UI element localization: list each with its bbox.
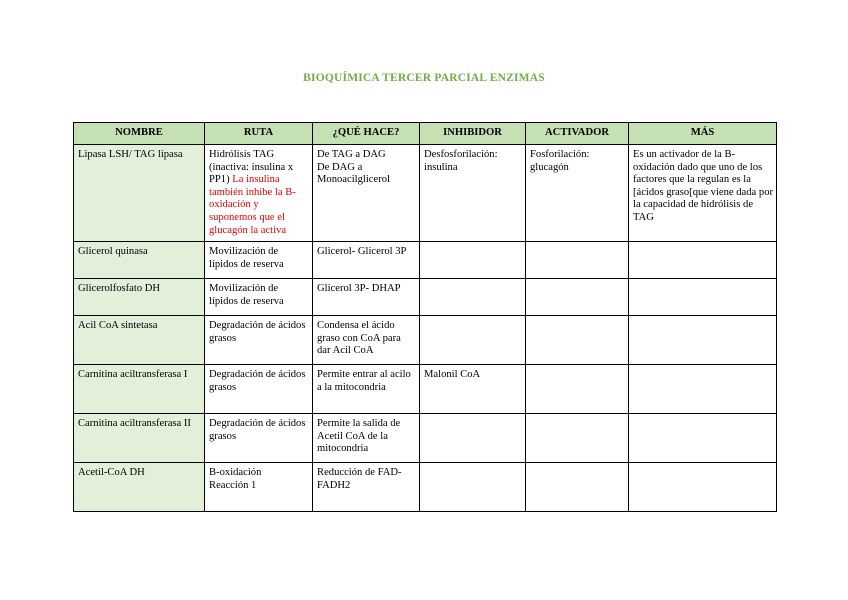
header-inhibidor: INHIBIDOR: [420, 123, 526, 145]
cell-text: Malonil CoA: [424, 369, 481, 380]
header-activador: ACTIVADOR: [526, 123, 629, 145]
cell-inhibidor: [420, 145, 526, 242]
cell-activador: [526, 414, 629, 463]
cell-ruta: [205, 145, 313, 242]
cell-nombre: [74, 414, 205, 463]
cell-mas: [629, 242, 777, 279]
cell-que-hace: [313, 414, 420, 463]
cell-activador: [526, 316, 629, 365]
cell-inhibidor: [420, 365, 526, 414]
header-nombre: NOMBRE: [74, 123, 205, 145]
header-que-hace: ¿QUÉ HACE?: [313, 123, 420, 145]
cell-text: Lipasa LSH/ TAG lipasa: [78, 149, 183, 160]
document-title: BIOQUÍMICA TERCER PARCIAL ENZIMAS: [303, 72, 545, 84]
cell-mas: [629, 316, 777, 365]
cell-inhibidor: [420, 279, 526, 316]
cell-text: De TAG a DAG De DAG a Monoacilglicerol: [317, 149, 390, 186]
cell-ruta: [205, 242, 313, 279]
cell-activador: [526, 279, 629, 316]
cell-que-hace: [313, 365, 420, 414]
table-row: [74, 463, 777, 512]
cell-text: Movilización de lípidos de reserva: [209, 246, 284, 270]
cell-que-hace: [313, 279, 420, 316]
table-header-row: [74, 123, 777, 145]
cell-mas: [629, 463, 777, 512]
cell-text: Carnitina aciltransferasa II: [78, 418, 191, 429]
cell-activador: [526, 242, 629, 279]
cell-text: Desfosforilación: insulina: [424, 149, 498, 173]
cell-text: Degradación de ácidos grasos: [209, 369, 306, 393]
cell-text: Glicerol- Glicerol 3P: [317, 246, 407, 257]
table-row: [74, 316, 777, 365]
cell-text: Movilización de lípidos de reserva: [209, 283, 284, 307]
cell-text: Carnitina aciltransferasa I: [78, 369, 188, 380]
cell-text: Glicerol 3P- DHAP: [317, 283, 401, 294]
cell-ruta: [205, 316, 313, 365]
cell-inhibidor: [420, 414, 526, 463]
table-row: [74, 145, 777, 242]
cell-ruta: [205, 463, 313, 512]
cell-nombre: [74, 316, 205, 365]
table-row: [74, 242, 777, 279]
cell-mas: [629, 145, 777, 242]
cell-mas: [629, 414, 777, 463]
cell-que-hace: [313, 316, 420, 365]
cell-mas: [629, 279, 777, 316]
cell-ruta: [205, 414, 313, 463]
cell-text: Permite entrar al acilo a la mitocondria: [317, 369, 411, 393]
cell-activador: [526, 365, 629, 414]
cell-note-red: La insulina también inhibe la B-oxidación y suponemos que el glucagón la activa: [209, 174, 296, 236]
table-row: [74, 365, 777, 414]
cell-inhibidor: [420, 463, 526, 512]
cell-text: Permite la salida de Acetil CoA de la mitocondria: [317, 418, 401, 455]
cell-nombre: [74, 463, 205, 512]
cell-text: Hidrólisis TAG (inactiva: insulina x PP1): [209, 149, 294, 186]
enzymes-table: [73, 122, 777, 512]
cell-nombre: [74, 145, 205, 242]
cell-text: Degradación de ácidos grasos: [209, 320, 306, 344]
cell-que-hace: [313, 145, 420, 242]
cell-text: Degradación de ácidos grasos: [209, 418, 306, 442]
table-row: [74, 279, 777, 316]
cell-nombre: [74, 242, 205, 279]
cell-nombre: [74, 279, 205, 316]
cell-inhibidor: [420, 316, 526, 365]
cell-nombre: [74, 365, 205, 414]
cell-text: Acil CoA sintetasa: [78, 320, 158, 331]
cell-que-hace: [313, 463, 420, 512]
cell-text: Glicerol quinasa: [78, 246, 148, 257]
table-row: [74, 414, 777, 463]
cell-ruta: [205, 365, 313, 414]
header-ruta: RUTA: [205, 123, 313, 145]
cell-text: Reducción de FAD-FADH2: [317, 467, 402, 491]
cell-text: Condensa el ácido graso con CoA para dar Acil CoA: [317, 320, 401, 357]
cell-text: Fosforilación: glucagón: [530, 149, 590, 173]
cell-inhibidor: [420, 242, 526, 279]
cell-activador: [526, 145, 629, 242]
cell-que-hace: [313, 242, 420, 279]
cell-ruta: [205, 279, 313, 316]
cell-activador: [526, 463, 629, 512]
cell-text: B-oxidación Reacción 1: [209, 467, 262, 491]
cell-text: Acetil-CoA DH: [78, 467, 145, 478]
header-mas: MÁS: [629, 123, 777, 145]
cell-text: Glicerolfosfato DH: [78, 283, 161, 294]
cell-text: Es un activador de la B-oxidación dado que uno de los factores que la regulan es la [ácidos graso[que viene dada por la capacidad de hidrólisis de TAG: [633, 149, 774, 223]
cell-mas: [629, 365, 777, 414]
